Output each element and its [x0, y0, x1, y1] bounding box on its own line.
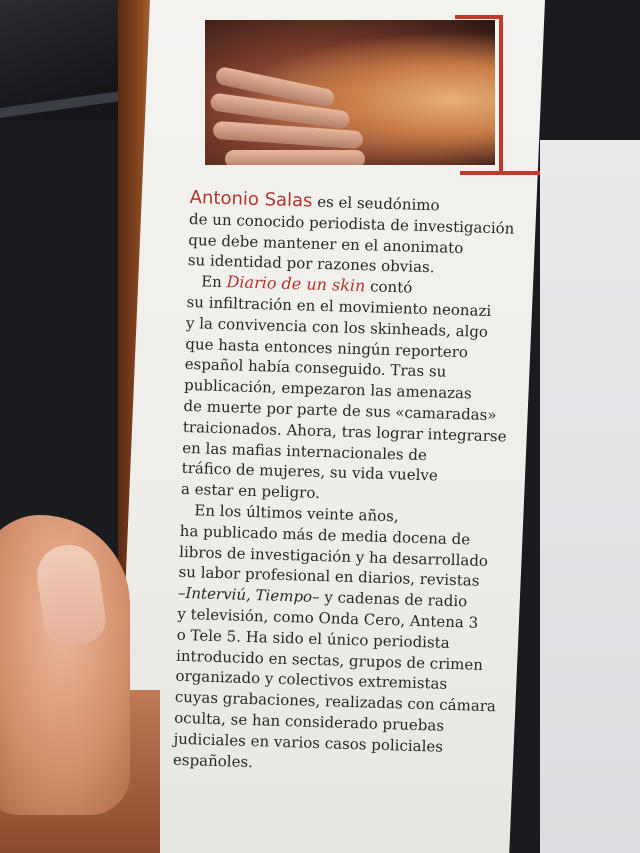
bio-line: que hasta entonces ningún reportero [185, 334, 469, 361]
bio-line: y la convivencia con los skinheads, algo [185, 313, 489, 341]
bio-line: –Interviú, Tiempo– y cadenas de radio [177, 583, 468, 611]
bio-line: En Diario de un skin contó [200, 272, 413, 297]
bio-line: En los últimos veinte años, [194, 501, 399, 526]
background-paper [540, 140, 640, 853]
bio-line: su identidad por razones obvias. [187, 251, 435, 277]
bio-line: que debe mantener en el anonimato [188, 230, 464, 257]
photo-finger [225, 150, 365, 165]
bio-line: Antonio Salas es el seudónimo [189, 187, 440, 215]
decorative-bracket [455, 15, 503, 175]
bio-line: de un conocido periodista de investigación [188, 209, 515, 238]
bio-line: español había conseguido. Tras su [184, 355, 447, 382]
book-title: Diario de un skin [226, 272, 366, 296]
bio-line: ha publicado más de media docena de [179, 521, 471, 549]
bio-line: su infiltración en el movimiento neonazi [186, 292, 492, 320]
magazine-names: –Interviú, Tiempo– [177, 583, 320, 607]
bio-line: a estar en peligro. [180, 480, 321, 503]
author-photo [205, 20, 495, 165]
bio-line: o Tele 5. Ha sido el único periodista [176, 625, 450, 652]
bio-line: introducido en sectas, grupos de crimen [175, 646, 484, 674]
bio-line: españoles. [172, 750, 254, 771]
bio-line: cuyas grabaciones, realizadas con cámara [174, 687, 497, 716]
bio-line: judiciales en varios casos policiales [173, 729, 444, 756]
bio-line: libros de investigación y ha desarrollado [178, 542, 489, 570]
bio-line: de muerte por parte de sus «camaradas» [183, 396, 497, 425]
bio-line: publicación, empezaron las amenazas [183, 376, 472, 403]
bio-line: y televisión, como Onda Cero, Antena 3 [177, 604, 479, 632]
bio-line: organizado y colectivos extremistas [175, 667, 448, 694]
bio-line: oculta, se han considerado pruebas [174, 708, 445, 735]
decorative-bracket-base [460, 171, 540, 175]
bio-line: su labor profesional en diarios, revistas [178, 563, 480, 591]
author-bio [173, 188, 520, 780]
bio-line: traicionados. Ahora, tras lograr integrarse [182, 417, 507, 446]
bio-line: tráfico de mujeres, su vida vuelve [181, 459, 439, 485]
author-name: Antonio Salas [189, 187, 313, 212]
bio-line: en las mafias internacionales de [182, 438, 428, 464]
